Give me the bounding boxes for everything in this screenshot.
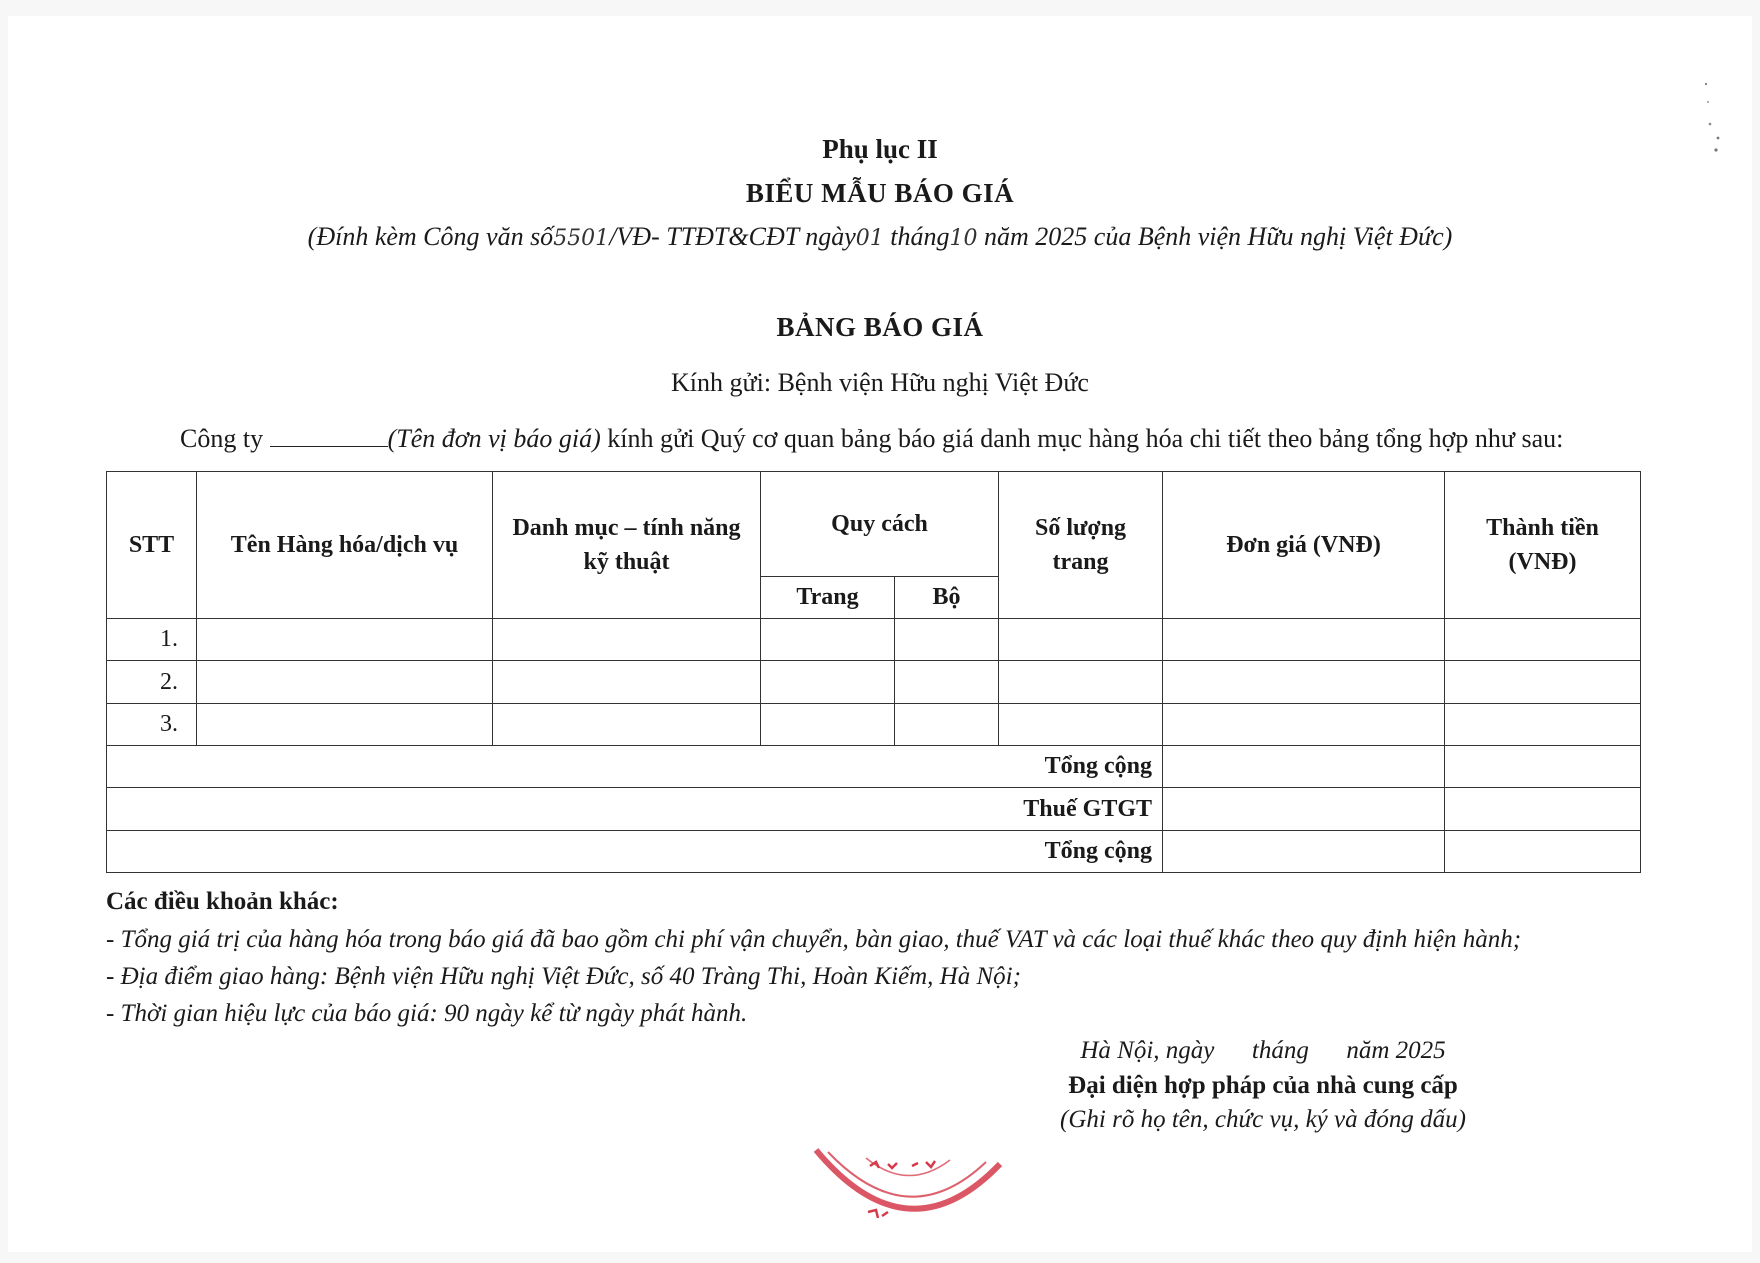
vat-row xyxy=(107,788,1641,830)
subtotal-label: Tổng cộng xyxy=(107,746,1163,788)
intro-placeholder: (Tên đơn vị báo giá) xyxy=(387,424,601,453)
grand-total-unit-price xyxy=(1163,830,1445,872)
intro-company: Công ty xyxy=(180,424,264,453)
cell-quantity xyxy=(999,661,1163,703)
company-name-blank xyxy=(270,428,388,447)
subtotal-value xyxy=(1445,746,1641,788)
row-number: 2. xyxy=(107,661,197,703)
cell-total xyxy=(1445,619,1641,661)
terms-item: - Thời gian hiệu lực của báo giá: 90 ngày kể từ ngày phát hành. xyxy=(106,1000,748,1027)
cell-spec-page xyxy=(761,661,895,703)
vat-unit-price xyxy=(1163,788,1445,830)
cell-spec-set xyxy=(895,619,999,661)
cell-name xyxy=(197,703,493,745)
cell-category xyxy=(493,661,761,703)
quote-table xyxy=(106,471,1641,873)
header-spec-set: Bộ xyxy=(895,576,999,618)
subtotal-row xyxy=(107,746,1641,788)
header-spec: Quy cách xyxy=(761,472,999,577)
attachment-suffix: năm 2025 của Bệnh viện Hữu nghị Việt Đức) xyxy=(984,222,1453,251)
cell-name xyxy=(197,661,493,703)
cell-unit-price xyxy=(1163,661,1445,703)
terms-heading: Các điều khoản khác: xyxy=(106,888,339,915)
handwritten-day: 01 xyxy=(855,226,884,251)
handwritten-doc-number: 5501 xyxy=(553,226,610,251)
month-label: tháng xyxy=(890,222,950,251)
cell-category xyxy=(493,619,761,661)
signature-date-line: Hà Nội, ngày tháng năm 2025 xyxy=(1080,1037,1446,1064)
header-name: Tên Hàng hóa/dịch vụ xyxy=(197,472,493,619)
cell-name xyxy=(197,619,493,661)
table-row xyxy=(107,661,1641,703)
cell-spec-page xyxy=(761,703,895,745)
document-page xyxy=(8,16,1752,1252)
red-seal-stamp-icon xyxy=(808,1140,1008,1240)
table-row xyxy=(107,619,1641,661)
cell-unit-price xyxy=(1163,619,1445,661)
cell-quantity xyxy=(999,703,1163,745)
header-quantity: Số lượng trang xyxy=(999,472,1163,619)
scan-specks-icon xyxy=(1688,76,1728,156)
intro-text: kính gửi Quý cơ quan bảng báo giá danh mục hàng hóa chi tiết theo bảng tổng hợp như sau: xyxy=(607,424,1564,453)
cell-spec-set xyxy=(895,703,999,745)
header-total: Thành tiền (VNĐ) xyxy=(1445,472,1641,619)
cell-quantity xyxy=(999,619,1163,661)
vat-label: Thuế GTGT xyxy=(107,788,1163,830)
vat-value xyxy=(1445,788,1641,830)
grand-total-row xyxy=(107,830,1641,872)
cell-spec-page xyxy=(761,619,895,661)
row-number: 3. xyxy=(107,703,197,745)
terms-item: - Tổng giá trị của hàng hóa trong báo giá đã bao gồm chi phí vận chuyển, bàn giao, thuế VAT và các loại thuế khác theo quy định hiện hành; xyxy=(106,926,1522,953)
signature-role: Đại diện hợp pháp của nhà cung cấp xyxy=(1068,1072,1458,1099)
cell-category xyxy=(493,703,761,745)
header-spec-page: Trang xyxy=(761,576,895,618)
quote-title: BẢNG BÁO GIÁ xyxy=(776,312,984,342)
attachment-prefix: (Đính kèm Công văn số xyxy=(307,222,554,251)
table-row xyxy=(107,703,1641,745)
header-unit-price: Đơn giá (VNĐ) xyxy=(1163,472,1445,619)
grand-total-label: Tổng cộng xyxy=(107,830,1163,872)
cell-spec-set xyxy=(895,661,999,703)
form-title: BIỂU MẪU BÁO GIÁ xyxy=(745,178,1015,208)
cell-total xyxy=(1445,661,1641,703)
appendix-title: Phụ lục II xyxy=(822,134,938,164)
header-category: Danh mục – tính năng kỹ thuật xyxy=(493,472,761,619)
header-stt: STT xyxy=(107,472,197,619)
row-number: 1. xyxy=(107,619,197,661)
handwritten-month: 10 xyxy=(949,226,978,251)
intro-paragraph xyxy=(180,424,1563,454)
cell-unit-price xyxy=(1163,703,1445,745)
signature-instruction: (Ghi rõ họ tên, chức vụ, ký và đóng dấu) xyxy=(1060,1106,1466,1133)
cell-total xyxy=(1445,703,1641,745)
addressee: Kính gửi: Bệnh viện Hữu nghị Việt Đức xyxy=(671,368,1089,397)
grand-total-value xyxy=(1445,830,1641,872)
doc-code: /VĐ- TTĐT&CĐT ngày xyxy=(609,222,856,251)
subtotal-unit-price xyxy=(1163,746,1445,788)
terms-item: - Địa điểm giao hàng: Bệnh viện Hữu nghị Việt Đức, số 40 Tràng Thi, Hoàn Kiếm, Hà Nội; xyxy=(106,963,1021,990)
attachment-line xyxy=(8,222,1752,252)
